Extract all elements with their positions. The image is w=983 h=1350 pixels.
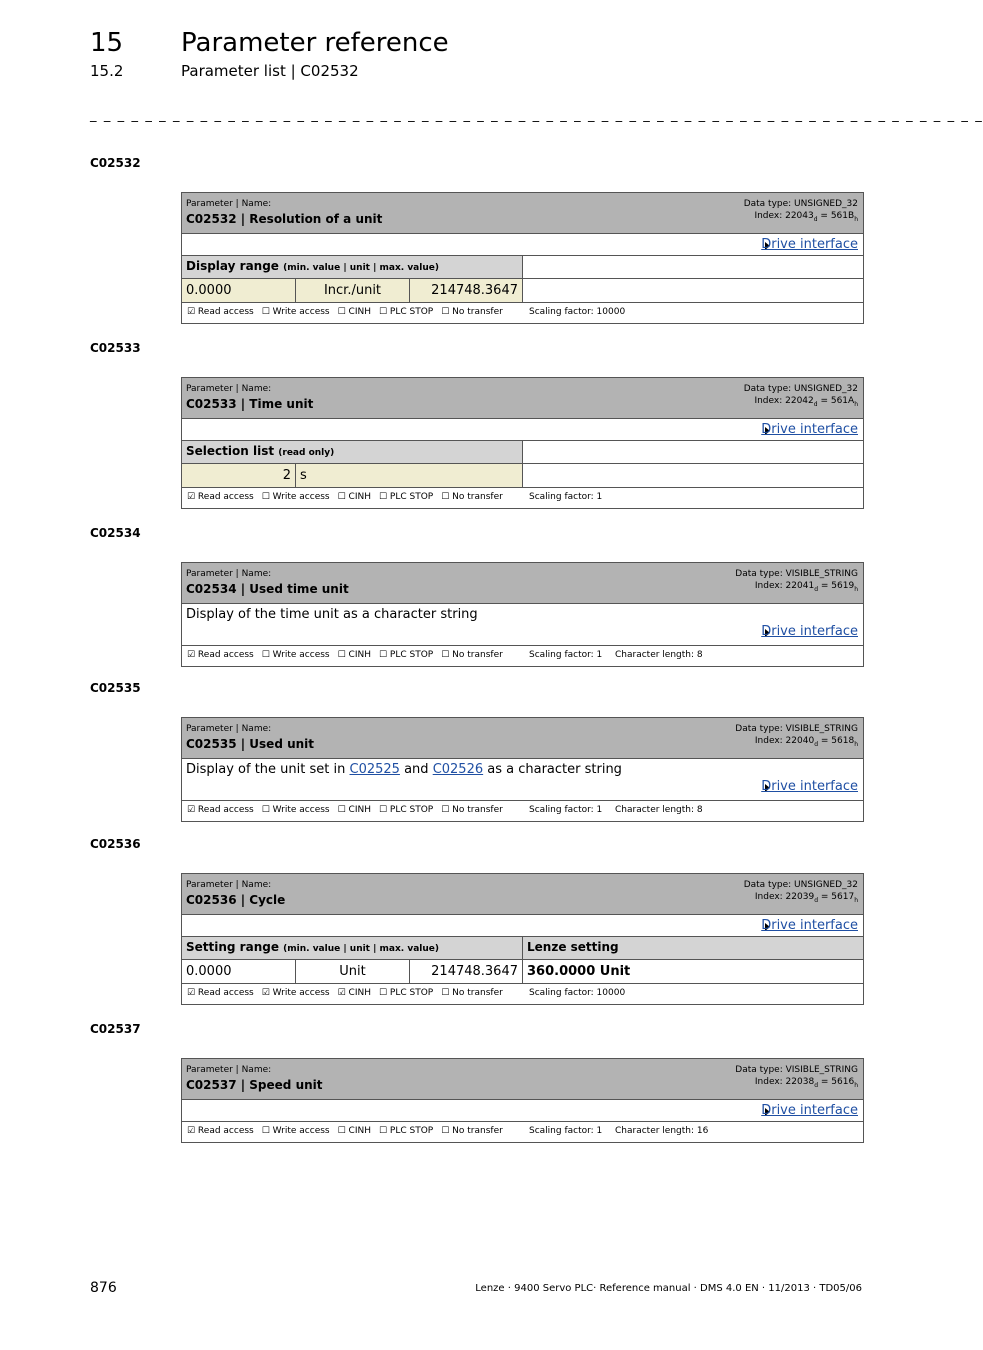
drive-interface-link[interactable]: Drive interface [761,918,858,933]
index: Index: $22042_d = 561A_h$ [754,396,858,408]
param-name-label: Parameter | Name: [186,199,272,209]
read-only-label: (read only) [278,448,335,458]
scaling-factor: Scaling factor: 1 [529,650,603,660]
drive-interface-link[interactable]: Drive interface [761,624,858,639]
access-row [182,801,863,821]
section-label-c02533: C02533 [90,341,141,355]
write-access: ☐ Write access [261,1126,330,1136]
index: Index: $22043_d = 561B_h$ [754,211,858,223]
max-value: 214748.3647 [410,279,523,302]
scaling-factor: Scaling factor: 1 [529,492,603,502]
read-access: ☑ Read access [187,988,254,998]
read-access: ☑ Read access [187,307,254,317]
range-sub-label: (min. value | unit | max. value) [283,944,439,954]
read-access: ☑ Read access [187,492,254,502]
write-access: ☐ Write access [261,492,330,502]
param-name-label: Parameter | Name: [186,384,272,394]
link-row [182,234,863,256]
data-type: Data type: UNSIGNED_32 [743,384,858,394]
cinh: ☐ CINH [337,492,371,502]
access-row [182,1122,863,1142]
range-header [182,256,863,279]
param-header [182,1059,863,1100]
plc-stop: ☐ PLC STOP [379,1126,434,1136]
cinh: ☐ CINH [337,805,371,815]
scaling-factor: Scaling factor: 1 [529,805,603,815]
plc-stop: ☐ PLC STOP [379,492,434,502]
section-label-c02535: C02535 [90,681,141,695]
param-header [182,193,863,234]
description-row [182,604,863,646]
index: Index: $22039_d = 5617_h$ [754,892,858,904]
data-type: Data type: VISIBLE_STRING [735,569,858,579]
description: Display of the unit set in C02525 and C02526 as a character string [186,762,622,777]
scaling-factor: Scaling factor: 1 [529,1126,603,1136]
selection-list-label: Selection list [186,444,275,458]
section-number: 15.2 [90,62,124,80]
plc-stop: ☐ PLC STOP [379,988,434,998]
param-header [182,563,863,604]
param-name: C02537 | Speed unit [186,1078,323,1092]
plc-stop: ☐ PLC STOP [379,805,434,815]
selection-values [182,464,863,488]
link-c02525[interactable]: C02525 [349,762,400,777]
drive-interface-link[interactable]: Drive interface [761,1103,858,1118]
no-transfer: ☐ No transfer [441,1126,503,1136]
cinh: ☐ CINH [337,650,371,660]
index: Index: $22041_d = 5619_h$ [754,581,858,593]
write-access: ☐ Write access [261,805,330,815]
unit-value: Unit [296,960,410,983]
character-length: Character length: 8 [615,805,703,815]
drive-interface-link[interactable]: Drive interface [761,422,858,437]
param-name-label: Parameter | Name: [186,880,272,890]
range-values [182,960,863,984]
page-number: 876 [90,1280,117,1296]
selection-text: s [296,464,523,487]
plc-stop: ☐ PLC STOP [379,650,434,660]
param-table-c02535 [181,717,864,822]
cinh: ☑ CINH [337,988,371,998]
description-row [182,759,863,801]
read-access: ☑ Read access [187,805,254,815]
section-label-c02534: C02534 [90,526,141,540]
param-name-label: Parameter | Name: [186,1065,272,1075]
section-title: Parameter list | C02532 [181,62,359,80]
range-header [182,937,863,960]
cinh: ☐ CINH [337,1126,371,1136]
drive-interface-link[interactable]: Drive interface [761,237,858,252]
footer-text: Lenze · 9400 Servo PLC· Reference manual · DMS 4.0 EN · 11/2013 · TD05/06 [475,1283,862,1294]
no-transfer: ☐ No transfer [441,805,503,815]
setting-range-label: Setting range [186,940,279,954]
access-row [182,303,863,323]
data-type: Data type: UNSIGNED_32 [743,199,858,209]
description: Display of the time unit as a character string [186,607,478,622]
param-table-c02534 [181,562,864,667]
header-rule: _ _ _ _ _ _ _ _ _ _ _ _ _ _ _ _ _ _ _ _ _ _ _ _ _ _ _ _ _ _ _ _ _ _ _ _ _ _ _ _ _ _ _ _ _ _ _ _ _ _ _ _ _ _ _ _ _ _ _ _ _ _ _ _ _ [90,108,983,123]
index: Index: $22038_d = 5616_h$ [754,1077,858,1089]
access-row [182,646,863,666]
index: Index: $22040_d = 5618_h$ [754,736,858,748]
min-value: 0.0000 [182,279,296,302]
selection-value: 2 [182,464,296,487]
param-table-c02533 [181,377,864,509]
read-access: ☑ Read access [187,650,254,660]
cinh: ☐ CINH [337,307,371,317]
data-type: Data type: VISIBLE_STRING [735,1065,858,1075]
scaling-factor: Scaling factor: 10000 [529,307,626,317]
no-transfer: ☐ No transfer [441,988,503,998]
param-header [182,378,863,419]
param-name: C02533 | Time unit [186,397,314,411]
param-name-label: Parameter | Name: [186,569,272,579]
section-label-c02537: C02537 [90,1022,141,1036]
data-type: Data type: VISIBLE_STRING [735,724,858,734]
param-name: C02534 | Used time unit [186,582,349,596]
param-header [182,874,863,915]
section-label-c02536: C02536 [90,837,141,851]
chapter-number: 15 [90,28,124,58]
chapter-title: Parameter reference [181,28,449,58]
param-table-c02532 [181,192,864,324]
param-name: C02532 | Resolution of a unit [186,212,383,226]
param-name-label: Parameter | Name: [186,724,272,734]
no-transfer: ☐ No transfer [441,650,503,660]
access-row [182,488,863,508]
param-name: C02536 | Cycle [186,893,286,907]
link-row [182,915,863,937]
min-value: 0.0000 [182,960,296,983]
write-access: ☐ Write access [261,650,330,660]
param-name: C02535 | Used unit [186,737,315,751]
link-row [182,1100,863,1122]
display-range-label: Display range [186,259,279,273]
param-header [182,718,863,759]
unit-value: Incr./unit [296,279,410,302]
scaling-factor: Scaling factor: 10000 [529,988,626,998]
max-value: 214748.3647 [410,960,523,983]
drive-interface-link[interactable]: Drive interface [761,779,858,794]
lenze-setting-label: Lenze setting [527,940,619,954]
character-length: Character length: 16 [615,1126,709,1136]
section-label-c02532: C02532 [90,156,141,170]
read-access: ☑ Read access [187,1126,254,1136]
character-length: Character length: 8 [615,650,703,660]
lenze-setting-value: 360.0000 Unit [527,964,631,979]
range-sub-label: (min. value | unit | max. value) [283,263,439,273]
data-type: Data type: UNSIGNED_32 [743,880,858,890]
param-table-c02536 [181,873,864,1005]
plc-stop: ☐ PLC STOP [379,307,434,317]
param-table-c02537 [181,1058,864,1143]
write-access: ☑ Write access [261,988,330,998]
write-access: ☐ Write access [261,307,330,317]
no-transfer: ☐ No transfer [441,307,503,317]
no-transfer: ☐ No transfer [441,492,503,502]
link-c02526[interactable]: C02526 [432,762,484,777]
access-row [182,984,863,1004]
range-values [182,279,863,303]
link-row [182,419,863,441]
selection-header [182,441,863,464]
